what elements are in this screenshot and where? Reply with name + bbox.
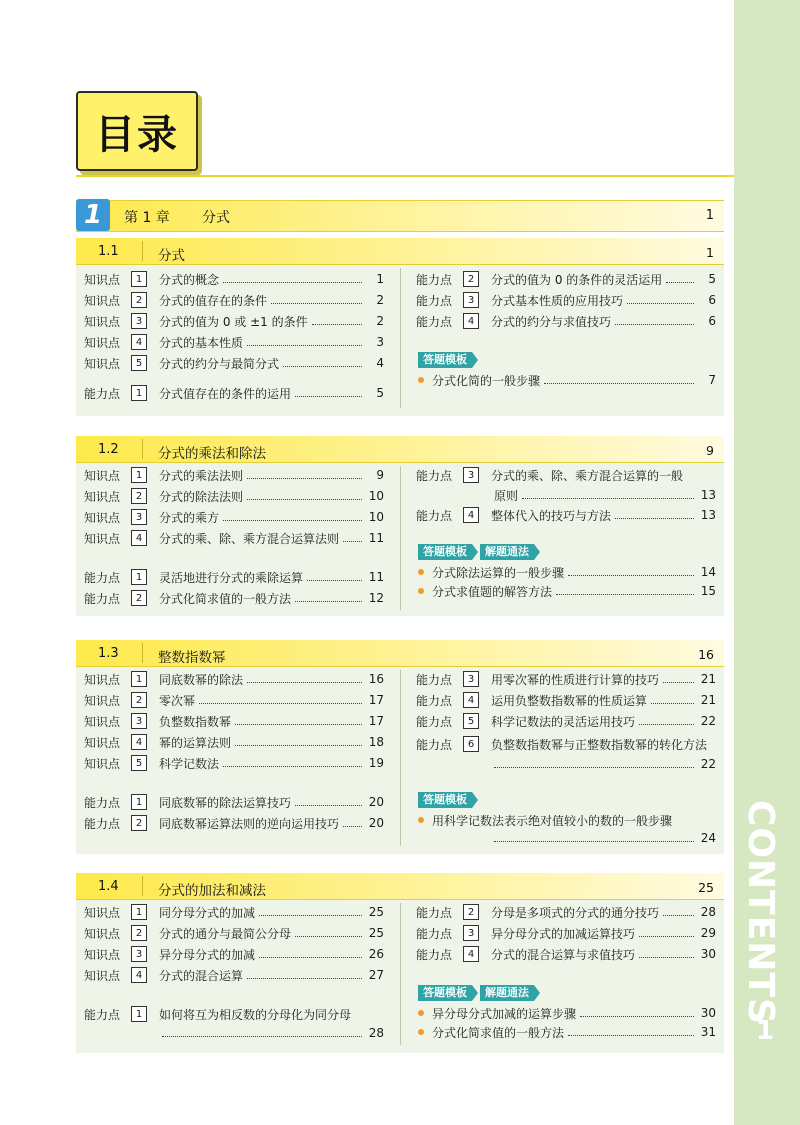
entry-title: 如何将互为相反数的分母化为同分母 xyxy=(159,1007,352,1022)
entry-page: 25 xyxy=(368,905,384,919)
dot-leader xyxy=(223,281,362,283)
entry-kind: 能力点 xyxy=(84,386,121,401)
entry-number-box: 3 xyxy=(463,467,479,483)
dot-leader xyxy=(651,702,694,704)
entry-number-box: 2 xyxy=(131,815,147,831)
toc-entry[interactable] xyxy=(416,690,716,710)
template-entry[interactable] xyxy=(416,370,716,390)
dot-leader xyxy=(235,723,362,725)
dot-leader xyxy=(283,365,362,367)
entry-page: 28 xyxy=(700,905,716,919)
entry-number-box: 2 xyxy=(131,692,147,708)
entry-page: 9 xyxy=(376,468,384,482)
template-tag: 答题模板 xyxy=(418,544,472,560)
entry-number-box: 4 xyxy=(131,734,147,750)
entry-page: 10 xyxy=(368,510,384,524)
entry-kind: 知识点 xyxy=(84,968,121,983)
entry-title: 同底数幂的除法 xyxy=(159,672,244,687)
toc-entry[interactable] xyxy=(84,528,384,548)
toc-entry[interactable] xyxy=(416,669,716,689)
template-title: 异分母分式加减的运算步骤 xyxy=(432,1006,577,1021)
dot-leader xyxy=(568,1034,694,1036)
toc-entry[interactable] xyxy=(84,753,384,773)
entry-kind: 能力点 xyxy=(416,714,453,729)
section-title: 分式的加法和减法 xyxy=(158,883,266,899)
entry-kind: 知识点 xyxy=(84,489,121,504)
section-1-3 xyxy=(76,640,724,854)
dot-leader xyxy=(343,825,362,827)
entry-page: 18 xyxy=(368,735,384,749)
bullet-icon xyxy=(418,1010,424,1016)
template-tags xyxy=(418,985,534,1001)
toc-entry[interactable] xyxy=(416,711,716,731)
entry-title: 零次幂 xyxy=(159,693,196,708)
toc-entry[interactable] xyxy=(84,465,384,485)
entry-title: 分式的除法法则 xyxy=(159,489,244,504)
entry-kind: 知识点 xyxy=(84,947,121,962)
entry-page: 20 xyxy=(368,816,384,830)
entry-number-box: 1 xyxy=(131,467,147,483)
dot-leader xyxy=(223,519,362,521)
entry-kind: 知识点 xyxy=(84,335,121,350)
dot-leader xyxy=(627,302,694,304)
entry-number-box: 4 xyxy=(463,692,479,708)
entry-page: 2 xyxy=(376,293,384,307)
template-tag: 解题通法 xyxy=(480,544,534,560)
entry-title: 分式的混合运算与求值技巧 xyxy=(491,947,636,962)
entry-title: 科学记数法的灵活运用技巧 xyxy=(491,714,636,729)
entry-title: 灵活地进行分式的乘除运算 xyxy=(159,570,304,585)
toc-entry[interactable] xyxy=(416,734,716,754)
dot-leader xyxy=(494,766,694,768)
entry-kind: 知识点 xyxy=(84,756,121,771)
toc-entry[interactable] xyxy=(416,311,716,331)
dot-leader xyxy=(247,681,362,683)
template-entry[interactable] xyxy=(416,1003,716,1023)
dot-leader xyxy=(259,914,362,916)
entry-kind: 能力点 xyxy=(416,737,453,752)
entry-number-box: 4 xyxy=(463,946,479,962)
bullet-icon xyxy=(418,1029,424,1035)
entry-page: 30 xyxy=(700,947,716,961)
entry-title: 同底数幂的除法运算技巧 xyxy=(159,795,292,810)
entry-number-box: 2 xyxy=(131,292,147,308)
dot-leader xyxy=(247,477,362,479)
entry-page: 17 xyxy=(368,714,384,728)
template-entry[interactable] xyxy=(416,810,716,830)
toc-entry[interactable] xyxy=(416,269,716,289)
toc-entry[interactable] xyxy=(84,669,384,689)
template-tags xyxy=(418,792,472,808)
dot-leader xyxy=(522,497,694,499)
entry-number-box: 2 xyxy=(131,925,147,941)
section-page: 1 xyxy=(706,245,714,260)
side-contents-label: CONTENTS xyxy=(740,800,781,1025)
entry-title: 负整数指数幂 xyxy=(159,714,232,729)
entry-number-box: 5 xyxy=(131,355,147,371)
dot-leader xyxy=(544,382,694,384)
toc-entry[interactable] xyxy=(84,944,384,964)
entry-number-box: 4 xyxy=(463,313,479,329)
entry-number-box: 4 xyxy=(463,507,479,523)
entry-number-box: 4 xyxy=(131,967,147,983)
toc-entry[interactable] xyxy=(84,290,384,310)
entry-number-box: 3 xyxy=(131,713,147,729)
entry-title: 分式的约分与求值技巧 xyxy=(491,314,612,329)
bullet-icon xyxy=(418,588,424,594)
chapter-page: 1 xyxy=(705,208,714,223)
entry-kind: 能力点 xyxy=(84,591,121,606)
entry-number-box: 3 xyxy=(131,509,147,525)
template-entry[interactable] xyxy=(416,581,716,601)
entry-kind: 知识点 xyxy=(84,714,121,729)
template-tag: 解题通法 xyxy=(480,985,534,1001)
toc-entry[interactable] xyxy=(84,923,384,943)
dot-leader xyxy=(235,744,362,746)
entry-number-box: 1 xyxy=(131,271,147,287)
dot-leader xyxy=(312,323,362,325)
entry-number-box: 5 xyxy=(131,755,147,771)
entry-title: 科学记数法 xyxy=(159,756,220,771)
entry-page: 2 xyxy=(376,314,384,328)
toc-entry[interactable] xyxy=(84,383,384,403)
entry-page: 6 xyxy=(708,314,716,328)
entry-page: 13 xyxy=(700,488,716,502)
entry-kind: 能力点 xyxy=(84,816,121,831)
toc-entry[interactable] xyxy=(84,813,384,833)
entry-number-box: 3 xyxy=(463,671,479,687)
entry-title: 分式的值为 0 或 ±1 的条件 xyxy=(159,314,308,329)
template-title: 分式求值题的解答方法 xyxy=(432,584,553,599)
dot-leader xyxy=(580,1015,694,1017)
toc-entry[interactable] xyxy=(84,792,384,812)
toc-entry[interactable] xyxy=(84,486,384,506)
dot-leader xyxy=(247,498,362,500)
toc-entry[interactable] xyxy=(84,1004,384,1024)
chapter-number-badge: 1 xyxy=(76,199,110,231)
entry-title: 分式值存在的条件的运用 xyxy=(159,386,292,401)
page-title: 目录 xyxy=(76,91,198,171)
entry-title: 运用负整数指数幂的性质运算 xyxy=(491,693,648,708)
entry-page: 3 xyxy=(376,335,384,349)
entry-page: 4 xyxy=(376,356,384,370)
template-page: 31 xyxy=(700,1025,716,1039)
entry-number-box: 2 xyxy=(131,488,147,504)
entry-kind: 知识点 xyxy=(84,531,121,546)
entry-kind: 能力点 xyxy=(416,693,453,708)
template-tags xyxy=(418,352,472,368)
entry-kind: 知识点 xyxy=(84,356,121,371)
dot-leader xyxy=(295,395,362,397)
entry-title: 负整数指数幂与正整数指数幂的转化方法 xyxy=(491,737,708,752)
entry-number-box: 6 xyxy=(463,736,479,752)
section-1-4 xyxy=(76,873,724,1053)
entry-number-box: 4 xyxy=(131,530,147,546)
entry-title: 同分母分式的加减 xyxy=(159,905,256,920)
side-page-number: 1 xyxy=(756,1016,775,1046)
toc-entry[interactable] xyxy=(84,269,384,289)
entry-page: 16 xyxy=(368,672,384,686)
entry-page: 26 xyxy=(368,947,384,961)
entry-title: 幂的运算法则 xyxy=(159,735,232,750)
entry-page: 19 xyxy=(368,756,384,770)
entry-title: 分母是多项式的分式的通分技巧 xyxy=(491,905,660,920)
dot-leader xyxy=(343,540,362,542)
entry-page: 1 xyxy=(376,272,384,286)
toc-entry-continued[interactable] xyxy=(416,754,716,774)
dot-leader xyxy=(295,600,362,602)
template-page: 30 xyxy=(700,1006,716,1020)
dot-leader xyxy=(307,579,362,581)
entry-title: 分式的概念 xyxy=(159,272,220,287)
toc-entry[interactable] xyxy=(84,567,384,587)
template-page: 24 xyxy=(700,831,716,845)
entry-kind: 能力点 xyxy=(416,926,453,941)
entry-title: 整体代入的技巧与方法 xyxy=(491,508,612,523)
entry-page: 21 xyxy=(700,672,716,686)
dot-leader xyxy=(615,323,694,325)
template-page: 15 xyxy=(700,584,716,598)
entry-number-box: 2 xyxy=(463,271,479,287)
entry-kind: 知识点 xyxy=(84,293,121,308)
column-divider xyxy=(400,466,401,610)
template-entry[interactable] xyxy=(416,1022,716,1042)
dot-leader xyxy=(259,956,362,958)
entry-number-box: 1 xyxy=(131,385,147,401)
section-number: 1.1 xyxy=(98,244,119,259)
entry-page: 11 xyxy=(368,531,384,545)
section-1-2 xyxy=(76,436,724,616)
template-tags xyxy=(418,544,534,560)
section-title: 整数指数幂 xyxy=(158,650,226,666)
section-header[interactable] xyxy=(76,436,724,463)
toc-entry[interactable] xyxy=(416,290,716,310)
section-page: 9 xyxy=(706,443,714,458)
dot-leader xyxy=(556,593,694,595)
dot-leader xyxy=(663,914,694,916)
dot-leader xyxy=(271,302,362,304)
entry-number-box: 2 xyxy=(131,590,147,606)
toc-entry[interactable] xyxy=(84,311,384,331)
entry-kind: 能力点 xyxy=(416,672,453,687)
entry-title: 异分母分式的加减 xyxy=(159,947,256,962)
dot-leader xyxy=(666,281,694,283)
entry-title: 分式的约分与最简分式 xyxy=(159,356,280,371)
dot-leader xyxy=(615,517,694,519)
entry-title: 分式化简求值的一般方法 xyxy=(159,591,292,606)
entry-kind: 能力点 xyxy=(84,570,121,585)
dot-leader xyxy=(247,344,362,346)
entry-page: 20 xyxy=(368,795,384,809)
entry-page: 22 xyxy=(700,714,716,728)
dot-leader xyxy=(247,977,362,979)
template-title: 分式化简的一般步骤 xyxy=(432,373,541,388)
section-title: 分式 xyxy=(158,248,185,264)
entry-kind: 能力点 xyxy=(84,795,121,810)
dot-leader xyxy=(639,956,694,958)
entry-page: 5 xyxy=(376,386,384,400)
section-header[interactable] xyxy=(76,238,724,265)
column-divider xyxy=(400,670,401,846)
entry-kind: 能力点 xyxy=(416,508,453,523)
entry-kind: 能力点 xyxy=(84,1007,121,1022)
column-divider xyxy=(400,903,401,1045)
entry-title: 分式的基本性质 xyxy=(159,335,244,350)
toc-entry[interactable] xyxy=(84,902,384,922)
column-divider xyxy=(400,268,401,408)
toc-entry[interactable] xyxy=(84,711,384,731)
entry-page: 27 xyxy=(368,968,384,982)
dot-leader xyxy=(295,804,362,806)
entry-page: 6 xyxy=(708,293,716,307)
entry-kind: 知识点 xyxy=(84,272,121,287)
entry-number-box: 1 xyxy=(131,1006,147,1022)
section-number: 1.4 xyxy=(98,879,119,894)
entry-kind: 知识点 xyxy=(84,735,121,750)
entry-number-box: 1 xyxy=(131,904,147,920)
section-page: 25 xyxy=(698,880,714,895)
toc-entry[interactable] xyxy=(416,505,716,525)
toc-entry[interactable] xyxy=(416,465,716,485)
entry-number-box: 5 xyxy=(463,713,479,729)
entry-page: 11 xyxy=(368,570,384,584)
dot-leader xyxy=(663,681,694,683)
entry-page: 10 xyxy=(368,489,384,503)
dot-leader xyxy=(639,723,694,725)
toc-entry[interactable] xyxy=(84,732,384,752)
section-page: 16 xyxy=(698,647,714,662)
section-1-1 xyxy=(76,238,724,416)
template-entry-continued[interactable] xyxy=(416,828,716,848)
entry-page: 25 xyxy=(368,926,384,940)
entry-kind: 能力点 xyxy=(416,272,453,287)
section-number: 1.3 xyxy=(98,646,119,661)
chapter-label: 第 1 章 xyxy=(124,210,170,226)
entry-page: 29 xyxy=(700,926,716,940)
entry-number-box: 1 xyxy=(131,569,147,585)
entry-kind: 知识点 xyxy=(84,905,121,920)
toc-entry-continued[interactable] xyxy=(84,1023,384,1043)
dot-leader xyxy=(494,840,694,842)
entry-kind: 能力点 xyxy=(416,468,453,483)
section-number: 1.2 xyxy=(98,442,119,457)
template-title: 用科学记数法表示绝对值较小的数的一般步骤 xyxy=(432,813,673,828)
toc-entry[interactable] xyxy=(84,690,384,710)
dot-leader xyxy=(295,935,362,937)
entry-title: 分式基本性质的应用技巧 xyxy=(491,293,624,308)
chapter-header[interactable] xyxy=(76,200,724,232)
template-page: 7 xyxy=(708,373,716,387)
entry-title: 分式的值为 0 的条件的灵活运用 xyxy=(491,272,663,287)
entry-kind: 能力点 xyxy=(416,905,453,920)
entry-kind: 能力点 xyxy=(416,314,453,329)
entry-page: 28 xyxy=(368,1026,384,1040)
entry-page: 5 xyxy=(708,272,716,286)
side-strip xyxy=(734,0,800,1125)
entry-title: 分式的乘法法则 xyxy=(159,468,244,483)
entry-number-box: 4 xyxy=(131,334,147,350)
entry-title: 分式的乘、除、乘方混合运算的一般 xyxy=(491,468,684,483)
entry-kind: 知识点 xyxy=(84,468,121,483)
toc-entry[interactable] xyxy=(84,588,384,608)
entry-kind: 知识点 xyxy=(84,926,121,941)
toc-entry[interactable] xyxy=(84,507,384,527)
entry-page: 13 xyxy=(700,508,716,522)
entry-kind: 知识点 xyxy=(84,693,121,708)
entry-kind: 知识点 xyxy=(84,510,121,525)
section-title: 分式的乘法和除法 xyxy=(158,446,266,462)
entry-number-box: 1 xyxy=(131,671,147,687)
entry-number-box: 3 xyxy=(463,925,479,941)
entry-number-box: 3 xyxy=(463,292,479,308)
toc-entry[interactable] xyxy=(84,353,384,373)
dot-leader xyxy=(568,574,694,576)
entry-title: 同底数幂运算法则的逆向运用技巧 xyxy=(159,816,340,831)
toc-entry-continued[interactable] xyxy=(416,485,716,505)
dot-leader xyxy=(162,1035,362,1037)
toc-entry[interactable] xyxy=(416,902,716,922)
dot-leader xyxy=(639,935,694,937)
dot-leader xyxy=(223,765,362,767)
entry-page: 22 xyxy=(700,757,716,771)
toc-entry[interactable] xyxy=(416,923,716,943)
entry-title: 用零次幂的性质进行计算的技巧 xyxy=(491,672,660,687)
chapter-name: 分式 xyxy=(202,210,230,226)
entry-kind: 知识点 xyxy=(84,672,121,687)
bullet-icon xyxy=(418,377,424,383)
entry-number-box: 3 xyxy=(131,313,147,329)
entry-number-box: 3 xyxy=(131,946,147,962)
entry-kind: 能力点 xyxy=(416,947,453,962)
entry-title: 分式的乘方 xyxy=(159,510,220,525)
entry-page: 12 xyxy=(368,591,384,605)
entry-title: 异分母分式的加减运算技巧 xyxy=(491,926,636,941)
entry-number-box: 1 xyxy=(131,794,147,810)
template-title: 分式除法运算的一般步骤 xyxy=(432,565,565,580)
entry-kind: 能力点 xyxy=(416,293,453,308)
section-header[interactable] xyxy=(76,873,724,900)
template-title: 分式化简求值的一般方法 xyxy=(432,1025,565,1040)
entry-kind: 知识点 xyxy=(84,314,121,329)
toc-entry[interactable] xyxy=(84,332,384,352)
entry-number-box: 2 xyxy=(463,904,479,920)
entry-page: 17 xyxy=(368,693,384,707)
entry-title-continued: 原则 xyxy=(494,488,519,503)
template-tag: 答题模板 xyxy=(418,352,472,368)
entry-title: 分式的混合运算 xyxy=(159,968,244,983)
template-page: 14 xyxy=(700,565,716,579)
section-header[interactable] xyxy=(76,640,724,667)
dot-leader xyxy=(199,702,362,704)
entry-title: 分式的值存在的条件 xyxy=(159,293,268,308)
toc-entry[interactable] xyxy=(416,944,716,964)
template-tag: 答题模板 xyxy=(418,985,472,1001)
title-divider xyxy=(76,175,734,177)
entry-title: 分式的乘、除、乘方混合运算法则 xyxy=(159,531,340,546)
bullet-icon xyxy=(418,569,424,575)
template-entry[interactable] xyxy=(416,562,716,582)
entry-title: 分式的通分与最简公分母 xyxy=(159,926,292,941)
entry-page: 21 xyxy=(700,693,716,707)
toc-entry[interactable] xyxy=(84,965,384,985)
bullet-icon xyxy=(418,817,424,823)
template-tag: 答题模板 xyxy=(418,792,472,808)
